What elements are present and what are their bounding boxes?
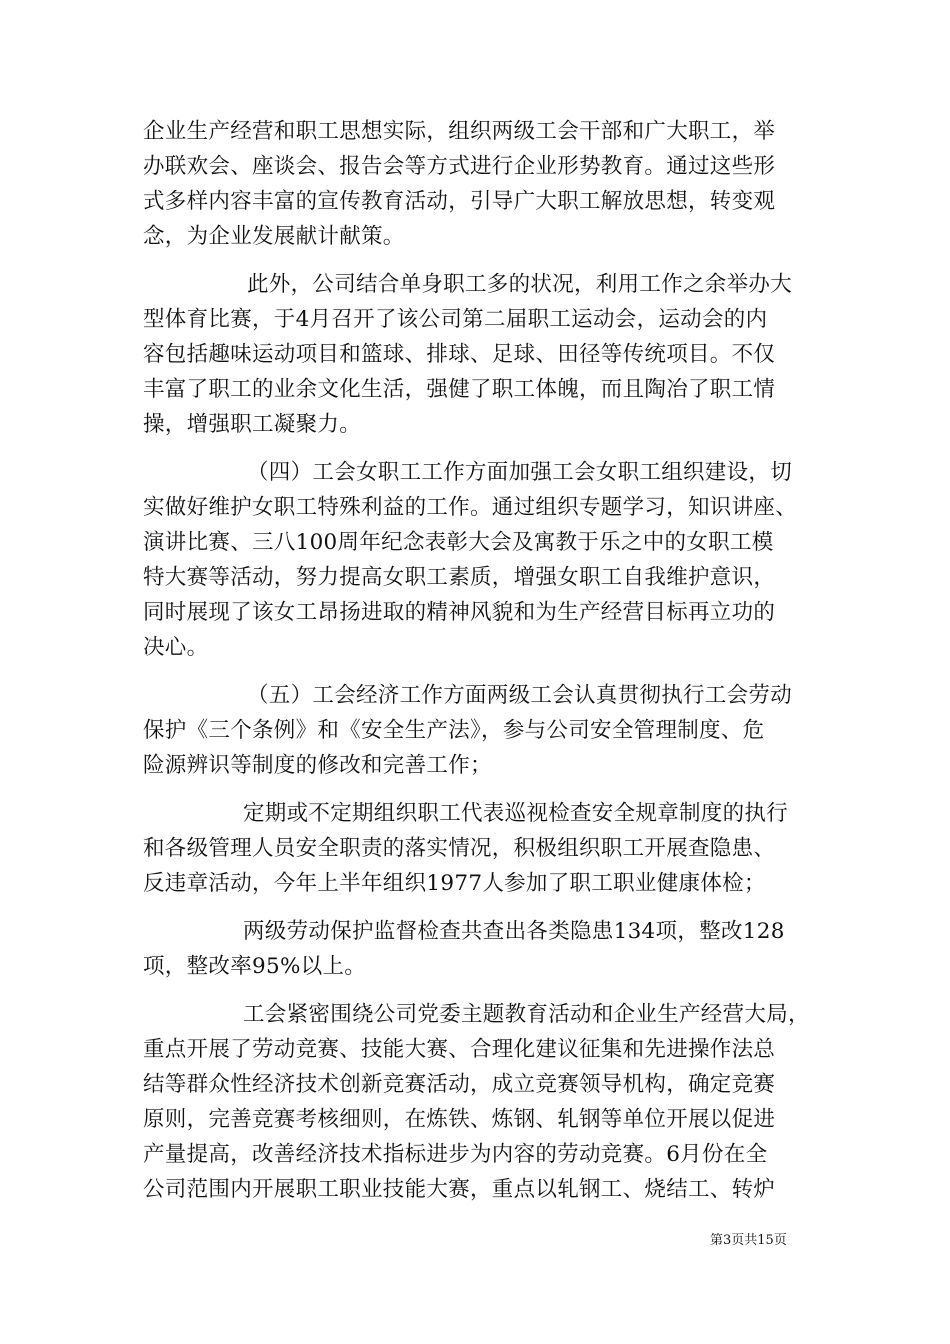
text-line: 操，增强职工凝聚力。 bbox=[143, 412, 362, 437]
text-line: 结等群众性经济技术创新竞赛活动，成立竞赛领导机构，确定竞赛 bbox=[143, 1072, 776, 1097]
text-line: 演讲比赛、三八100周年纪念表彰大会及寓教于乐之中的女职工模 bbox=[143, 530, 774, 555]
text-line: 公司范围内开展职工职业技能大赛，重点以轧钢工、烧结工、转炉 bbox=[143, 1177, 776, 1202]
text-line: 实做好维护女职工特殊利益的工作。通过组织专题学习，知识讲座、 bbox=[143, 495, 798, 520]
text-line: 保护《三个条例》和《安全生产法》，参与公司安全管理制度、危 bbox=[143, 718, 765, 743]
text-line: 险源辨识等制度的修改和完善工作； bbox=[143, 753, 492, 778]
text-line: 企业生产经营和职工思想实际，组织两级工会干部和广大职工，举 bbox=[143, 119, 776, 144]
document-body bbox=[143, 114, 811, 1207]
text-line: 和各级管理人员安全职责的落实情况，积极组织职工开展查隐患、 bbox=[143, 836, 776, 861]
text-line: 产量提高，改善经济技术指标进步为内容的劳动竞赛。6月份在全 bbox=[143, 1142, 768, 1167]
text-line: （五）工会经济工作方面两级工会认真贯彻执行工会劳动 bbox=[247, 683, 793, 708]
text-line: 项，整改率95%以上。 bbox=[143, 954, 367, 979]
text-line: 工会紧密围绕公司党委主题教育活动和企业生产经营大局， bbox=[243, 1002, 810, 1027]
text-line: 办联欢会、座谈会、报告会等方式进行企业形势教育。通过这些形 bbox=[143, 154, 776, 179]
text-line: （四）工会女职工工作方面加强工会女职工组织建设，切 bbox=[247, 460, 793, 485]
text-line: 重点开展了劳动竞赛、技能大赛、合理化建议征集和先进操作法总 bbox=[143, 1037, 776, 1062]
text-line: 反违章活动，今年上半年组织1977人参加了职工职业健康体检； bbox=[143, 871, 766, 896]
text-line: 原则，完善竞赛考核细则，在炼铁、炼钢、轧钢等单位开展以促进 bbox=[143, 1107, 776, 1132]
text-line: 容包括趣味运动项目和篮球、排球、足球、田径等传统项目。不仅 bbox=[143, 342, 776, 367]
text-line: 念，为企业发展献计献策。 bbox=[143, 224, 405, 249]
text-line: 决心。 bbox=[143, 635, 209, 660]
text-line: 型体育比赛，于4月召开了该公司第二届职工运动会，运动会的内 bbox=[143, 307, 768, 332]
text-line: 丰富了职工的业余文化生活，强健了职工体魄，而且陶冶了职工情 bbox=[143, 377, 776, 402]
text-line: 定期或不定期组织职工代表巡视检查安全规章制度的执行 bbox=[243, 801, 789, 826]
text-line: 此外，公司结合单身职工多的状况，利用工作之余举办大 bbox=[247, 272, 793, 297]
text-line: 特大赛等活动，努力提高女职工素质，增强女职工自我维护意识， bbox=[143, 565, 776, 590]
text-line: 同时展现了该女工昂扬进取的精神风貌和为生产经营目标再立功的 bbox=[143, 600, 776, 625]
text-line: 两级劳动保护监督检查共查出各类隐患134项，整改128 bbox=[243, 919, 785, 944]
text-line: 式多样内容丰富的宣传教育活动，引导广大职工解放思想，转变观 bbox=[143, 189, 776, 214]
page-number: 第3页共15页 bbox=[710, 1233, 787, 1248]
